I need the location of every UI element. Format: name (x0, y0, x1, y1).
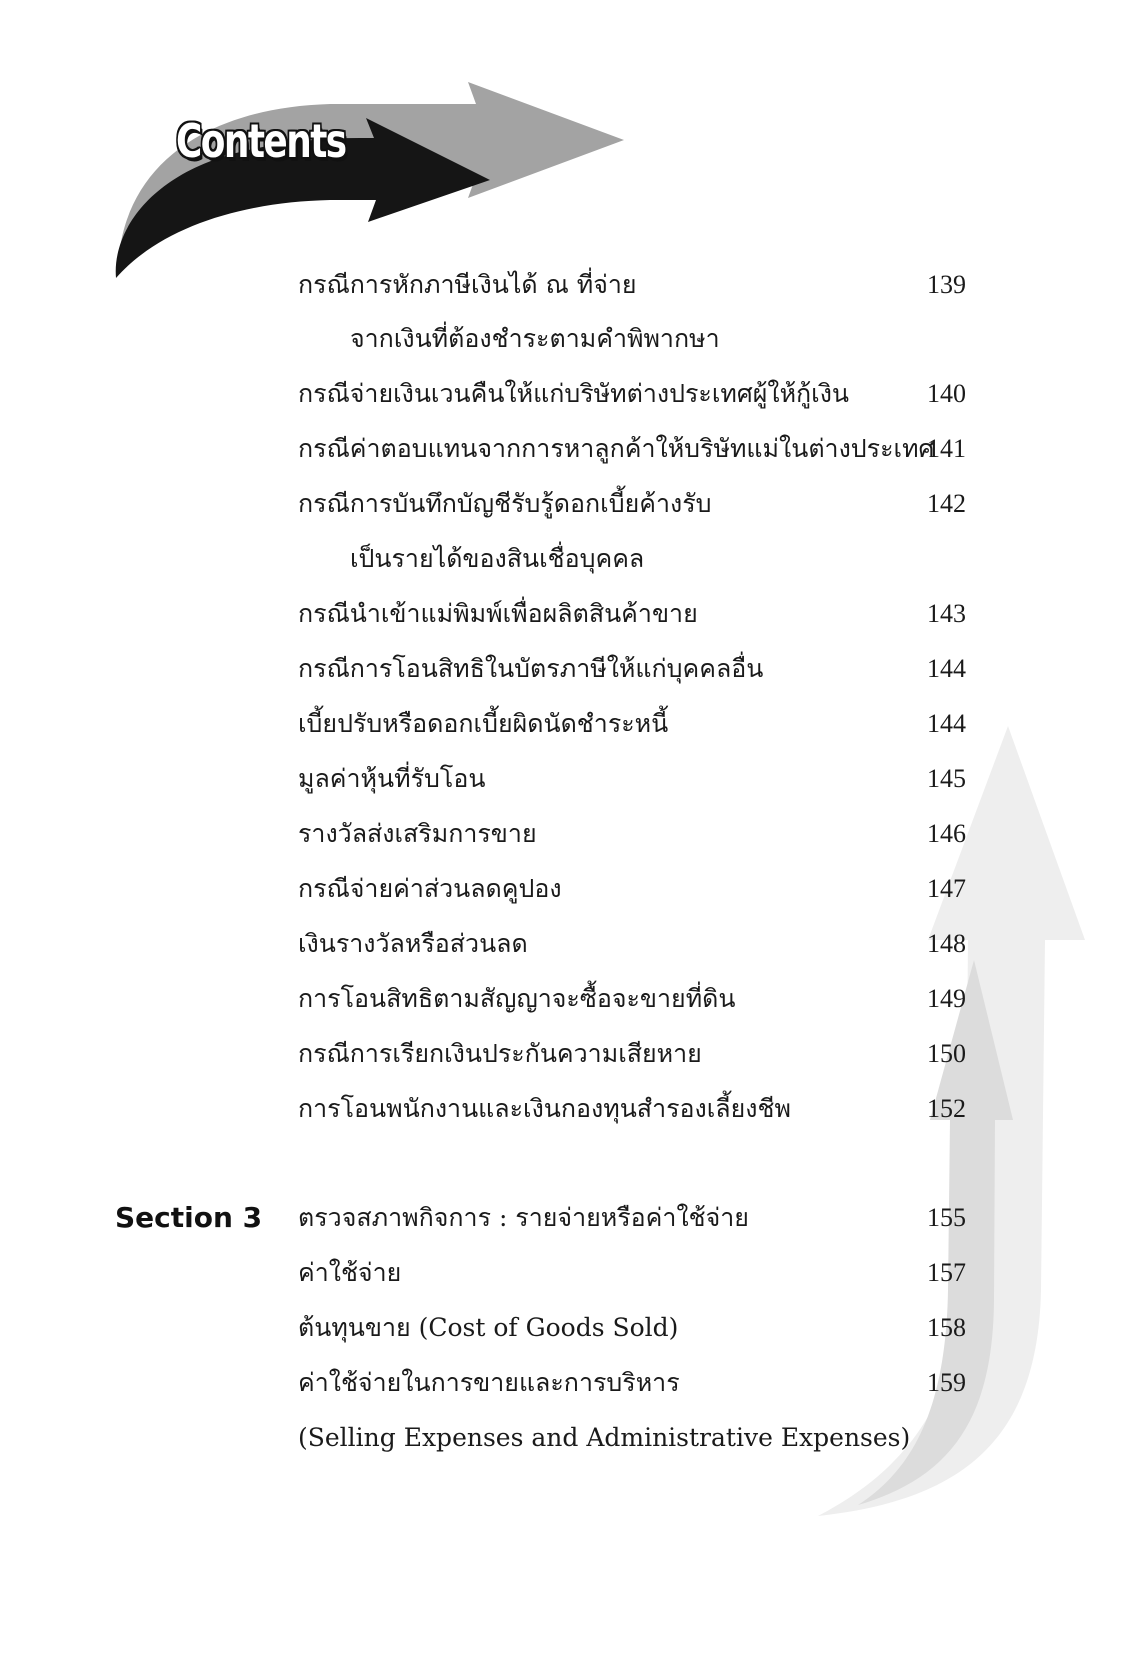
toc-entry-title: รางวัลส่งเสริมการขาย (298, 819, 537, 848)
toc-row[interactable] (0, 922, 1134, 966)
toc-row[interactable] (0, 592, 1134, 636)
toc-page-number: 139 (927, 270, 966, 299)
toc-page-number: 159 (927, 1368, 966, 1397)
toc-row[interactable] (0, 427, 1134, 471)
toc-entry-title: ค่าใช้จ่ายในการขายและการบริหาร (298, 1368, 680, 1397)
toc-row-continuation[interactable] (0, 537, 1134, 581)
section-label: Section 3 (115, 1201, 263, 1234)
toc-entry-title: กรณีการบันทึกบัญชีรับรู้ดอกเบี้ยค้างรับ (298, 489, 712, 518)
toc-page-number: 142 (927, 489, 966, 518)
toc-entry-title: กรณีการโอนสิทธิในบัตรภาษีให้แก่บุคคลอื่น (298, 654, 764, 683)
toc-page-number: 150 (927, 1039, 966, 1068)
toc-entry-title: กรณีค่าตอบแทนจากการหาลูกค้าให้บริษัทแม่ในต่างประเทศ (298, 434, 935, 463)
toc-page-number: 146 (927, 819, 966, 848)
toc-page-number: 152 (927, 1094, 966, 1123)
toc-entry-title: (Selling Expenses and Administrative Expenses) (298, 1423, 911, 1452)
toc-row[interactable] (0, 372, 1134, 416)
toc-entry-title: เป็นรายได้ของสินเชื่อบุคคล (350, 544, 645, 573)
toc-page-number: 140 (927, 379, 966, 408)
toc-row[interactable] (0, 1032, 1134, 1076)
toc-entry-title: ต้นทุนขาย (Cost of Goods Sold) (298, 1313, 679, 1342)
toc-entry-title: จากเงินที่ต้องชำระตามคำพิพากษา (350, 324, 720, 353)
toc-entry-title: การโอนพนักงานและเงินกองทุนสำรองเลี้ยงชีพ (298, 1094, 791, 1123)
toc-entry-title: เบี้ยปรับหรือดอกเบี้ยผิดนัดชำระหนี้ (298, 709, 669, 738)
contents-heading: Contents (176, 114, 346, 168)
toc-entry-title: ค่าใช้จ่าย (298, 1258, 402, 1287)
toc-row[interactable] (0, 1306, 1134, 1350)
toc-row[interactable] (0, 867, 1134, 911)
toc-page-number: 143 (927, 599, 966, 628)
toc-entry-title: การโอนสิทธิตามสัญญาจะซื้อจะขายที่ดิน (298, 984, 736, 1013)
toc-entry-title: เงินรางวัลหรือส่วนลด (298, 929, 528, 958)
toc-row-section-start[interactable] (0, 1196, 1134, 1240)
toc-page-number: 149 (927, 984, 966, 1013)
toc-page-number: 144 (927, 709, 966, 738)
toc-entry-title: กรณีนำเข้าแม่พิมพ์เพื่อผลิตสินค้าขาย (298, 599, 698, 628)
toc-entry-title: ตรวจสภาพกิจการ : รายจ่ายหรือค่าใช้จ่าย (298, 1203, 749, 1232)
toc-row[interactable] (0, 757, 1134, 801)
toc-row[interactable] (0, 1361, 1134, 1405)
toc-row[interactable] (0, 263, 1134, 307)
toc-page-number: 157 (927, 1258, 966, 1287)
toc-entry-title: มูลค่าหุ้นที่รับโอน (298, 764, 486, 793)
toc-row[interactable] (0, 812, 1134, 856)
toc-entry-title: กรณีการหักภาษีเงินได้ ณ ที่จ่าย (298, 270, 637, 299)
toc-page-number: 141 (927, 434, 966, 463)
toc-entry-title: กรณีจ่ายค่าส่วนลดคูปอง (298, 874, 562, 903)
toc-row[interactable] (0, 1087, 1134, 1131)
toc-row-continuation[interactable] (0, 1416, 1134, 1460)
toc-row[interactable] (0, 702, 1134, 746)
toc-page-number: 144 (927, 654, 966, 683)
toc-entry-title: กรณีจ่ายเงินเวนคืนให้แก่บริษัทต่างประเทศผู้ให้กู้เงิน (298, 379, 850, 408)
toc-row-continuation[interactable] (0, 317, 1134, 361)
toc-page-number: 155 (927, 1203, 966, 1232)
toc-page-number: 147 (927, 874, 966, 903)
toc-entry-title: กรณีการเรียกเงินประกันความเสียหาย (298, 1039, 702, 1068)
toc-row[interactable] (0, 977, 1134, 1021)
toc-page-number: 145 (927, 764, 966, 793)
toc-row[interactable] (0, 482, 1134, 526)
toc-page-number: 148 (927, 929, 966, 958)
toc-row[interactable] (0, 647, 1134, 691)
toc-page-number: 158 (927, 1313, 966, 1342)
toc-row[interactable] (0, 1251, 1134, 1295)
